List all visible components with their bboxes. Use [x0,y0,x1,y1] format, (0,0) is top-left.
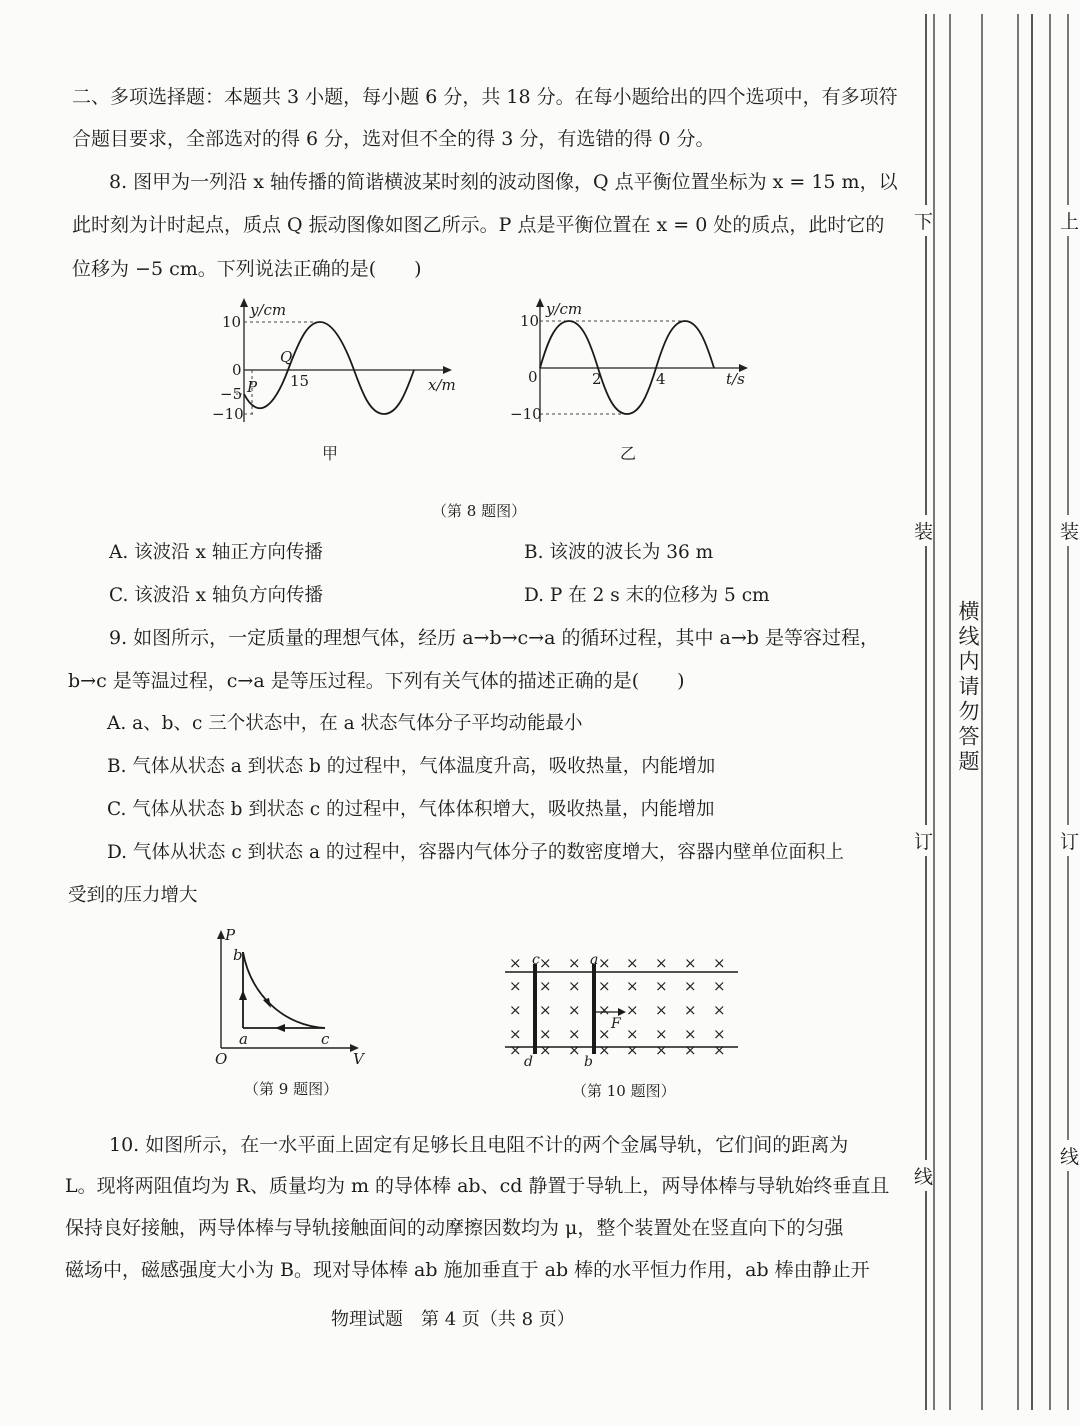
field-cross-mark: × [509,977,522,995]
field-cross-mark: × [684,1041,697,1059]
q10-stem-line-1: 10. 如图所示，在一水平面上固定有足够长且电阻不计的两个金属导轨，它们间的距离为 [109,1134,849,1156]
point-q-label: Q [280,348,293,366]
field-cross-mark: × [655,954,668,972]
q8-option-c[interactable]: C. 该波沿 x 轴负方向传播 [109,585,323,606]
point-p-label: P [247,378,258,396]
q10-figure [500,950,745,1075]
field-cross-mark: × [509,1001,522,1019]
q9-stem-line-1: 9. 如图所示，一定质量的理想气体，经历 a→b→c→a 的循环过程，其中 a→b 是等容过程， [109,627,879,649]
q9-figure-caption: （第 9 题图） [244,1080,339,1098]
field-cross-mark: × [539,954,552,972]
field-cross-mark: × [655,1001,668,1019]
x-axis-arrow-icon [443,366,452,374]
force-label: F [611,1016,621,1032]
tick-0: 0 [528,368,538,386]
field-cross-mark: × [655,977,668,995]
q8-figure-jia [200,292,460,472]
q9-option-c[interactable]: C. 气体从状态 b 到状态 c 的过程中，气体体积增大，吸收热量，内能增加 [107,799,715,820]
margin-outer-char-4: 线 [1060,1140,1079,1171]
q10-stem-line-4: 磁场中，磁感强度大小为 B。现对导体棒 ab 施加垂直于 ab 棒的水平恒力作用，ab 棒由静止开 [65,1259,870,1281]
field-cross-mark: × [598,1041,611,1059]
field-cross-mark: × [568,1025,581,1043]
field-cross-mark: × [684,954,697,972]
field-cross-mark: × [509,1025,522,1043]
q8-option-b[interactable]: B. 该波的波长为 36 m [524,542,714,563]
margin-inner-char-3: 订 [914,825,933,856]
state-b-label: b [233,946,243,964]
vibration-graph-yi [500,292,760,472]
tick-10: 10 [222,313,242,331]
figure-name: 甲 [322,444,339,463]
margin-outer-char-1: 上 [1060,205,1079,236]
field-cross-mark: × [539,1001,552,1019]
y-axis-arrow-icon [536,298,544,307]
p-axis-arrow-icon [217,930,225,939]
tick-15: 15 [290,372,310,390]
field-cross-mark: × [655,1025,668,1043]
arrow-left-icon [275,1024,285,1032]
wave-curve [244,322,414,414]
q8-figure-yi [500,292,760,472]
tick-minus-10: −10 [510,405,542,423]
field-cross-mark: × [655,1041,668,1059]
margin-inner-char-4: 线 [914,1160,933,1191]
tick-0: 0 [232,361,242,379]
q9-option-d-line-1[interactable]: D. 气体从状态 c 到状态 a 的过程中，容器内气体分子的数密度增大，容器内壁单位面积上 [107,842,844,863]
no-answer-notice: 横线内请勿答题 [956,600,980,775]
rod-c-label: c [532,952,540,968]
wave-graph-jia [200,292,460,472]
t-label: t/s [726,370,745,388]
field-cross-mark: × [568,954,581,972]
tick-10: 10 [520,312,540,330]
rod-a-label: a [590,952,599,968]
rod-d-label: d [524,1054,533,1070]
section-heading-line-1: 二、多项选择题：本题共 3 小题，每小题 6 分，共 18 分。在每小题给出的四个选项中，有多项符 [72,86,898,108]
tick-2: 2 [592,370,602,388]
field-cross-mark: × [509,1041,522,1059]
v-axis-label: V [353,1050,364,1068]
field-cross-mark: × [713,1041,726,1059]
field-cross-mark: × [539,1041,552,1059]
field-cross-mark: × [713,1001,726,1019]
q8-figure-caption: （第 8 题图） [432,502,527,520]
field-cross-mark: × [713,954,726,972]
arrow-up-icon [239,990,247,1000]
field-cross-mark: × [539,977,552,995]
y-label: y/cm [250,301,287,319]
origin-label: O [215,1050,228,1068]
field-cross-mark: × [684,1025,697,1043]
margin-inner-char-2: 装 [914,515,933,546]
margin-inner-char-1: 下 [914,205,933,236]
field-cross-mark: × [598,954,611,972]
tick-4: 4 [656,370,666,388]
field-cross-mark: × [539,1025,552,1043]
pv-diagram [205,922,375,1072]
tick-minus-10: −10 [212,405,244,423]
rod-b-label: b [584,1054,593,1070]
field-cross-mark: × [684,977,697,995]
margin-outer-char-3: 订 [1060,825,1079,856]
q8-option-d[interactable]: D. P 在 2 s 末的位移为 5 cm [524,585,770,606]
section-heading-line-2: 合题目要求，全部选对的得 6 分，选对但不全的得 3 分，有选错的得 0 分。 [72,128,715,150]
q8-stem-line-1: 8. 图甲为一列沿 x 轴传播的简谐横波某时刻的波动图像，Q 点平衡位置坐标为 x = 15 m，以 [109,171,898,193]
field-cross-mark: × [684,1001,697,1019]
y-label: y/cm [546,300,583,318]
page-footer: 物理试题 第 4 页（共 8 页） [331,1309,575,1330]
field-cross-mark: × [598,977,611,995]
field-cross-mark: × [568,1041,581,1059]
q8-stem-line-2: 此时刻为计时起点，质点 Q 振动图像如图乙所示。P 点是平衡位置在 x = 0 处的质点，此时它的 [72,214,885,236]
field-cross-mark: × [713,1025,726,1043]
arrow-down-right-icon [263,998,271,1008]
state-c-label: c [321,1030,330,1048]
q10-figure-caption: （第 10 题图） [572,1082,676,1100]
field-cross-mark: × [626,954,639,972]
tick-minus-5: −5 [220,385,243,403]
field-cross-mark: × [598,1001,611,1019]
field-cross-mark: × [509,954,522,972]
y-axis-arrow-icon [240,298,248,307]
field-cross-mark: × [626,1001,639,1019]
field-cross-mark: × [626,977,639,995]
field-cross-mark: × [713,977,726,995]
field-cross-mark: × [568,977,581,995]
field-cross-mark: × [568,1001,581,1019]
q8-stem-line-3: 位移为 −5 cm。下列说法正确的是( ) [72,258,422,280]
force-arrow-head-icon [618,1008,626,1016]
binding-margin [900,0,1080,1426]
field-cross-mark: × [626,1025,639,1043]
field-cross-mark: × [626,1041,639,1059]
figure-name: 乙 [620,444,637,463]
p-axis-label: P [225,926,236,944]
q9-stem-line-2: b→c 是等温过程，c→a 是等压过程。下列有关气体的描述正确的是( ) [68,670,685,692]
margin-outer-char-2: 装 [1060,515,1079,546]
q9-option-d-line-2: 受到的压力增大 [68,885,198,906]
rails-diagram [500,950,745,1075]
field-cross-mark: × [598,1025,611,1043]
x-label: x/m [428,376,456,394]
process-b-c [243,952,325,1028]
q10-stem-line-2: L。现将两阻值均为 R、质量均为 m 的导体棒 ab、cd 静置于导轨上，两导体棒与导轨始终垂直且 [65,1175,890,1197]
q9-option-a[interactable]: A. a、b、c 三个状态中，在 a 状态气体分子平均动能最小 [107,713,583,734]
q8-option-a[interactable]: A. 该波沿 x 轴正方向传播 [109,542,323,563]
q9-option-b[interactable]: B. 气体从状态 a 到状态 b 的过程中，气体温度升高，吸收热量，内能增加 [107,756,716,777]
state-a-label: a [239,1030,248,1048]
q10-stem-line-3: 保持良好接触，两导体棒与导轨接触面间的动摩擦因数均为 μ，整个装置处在竖直向下的匀强 [65,1217,844,1239]
q9-figure [205,922,375,1072]
